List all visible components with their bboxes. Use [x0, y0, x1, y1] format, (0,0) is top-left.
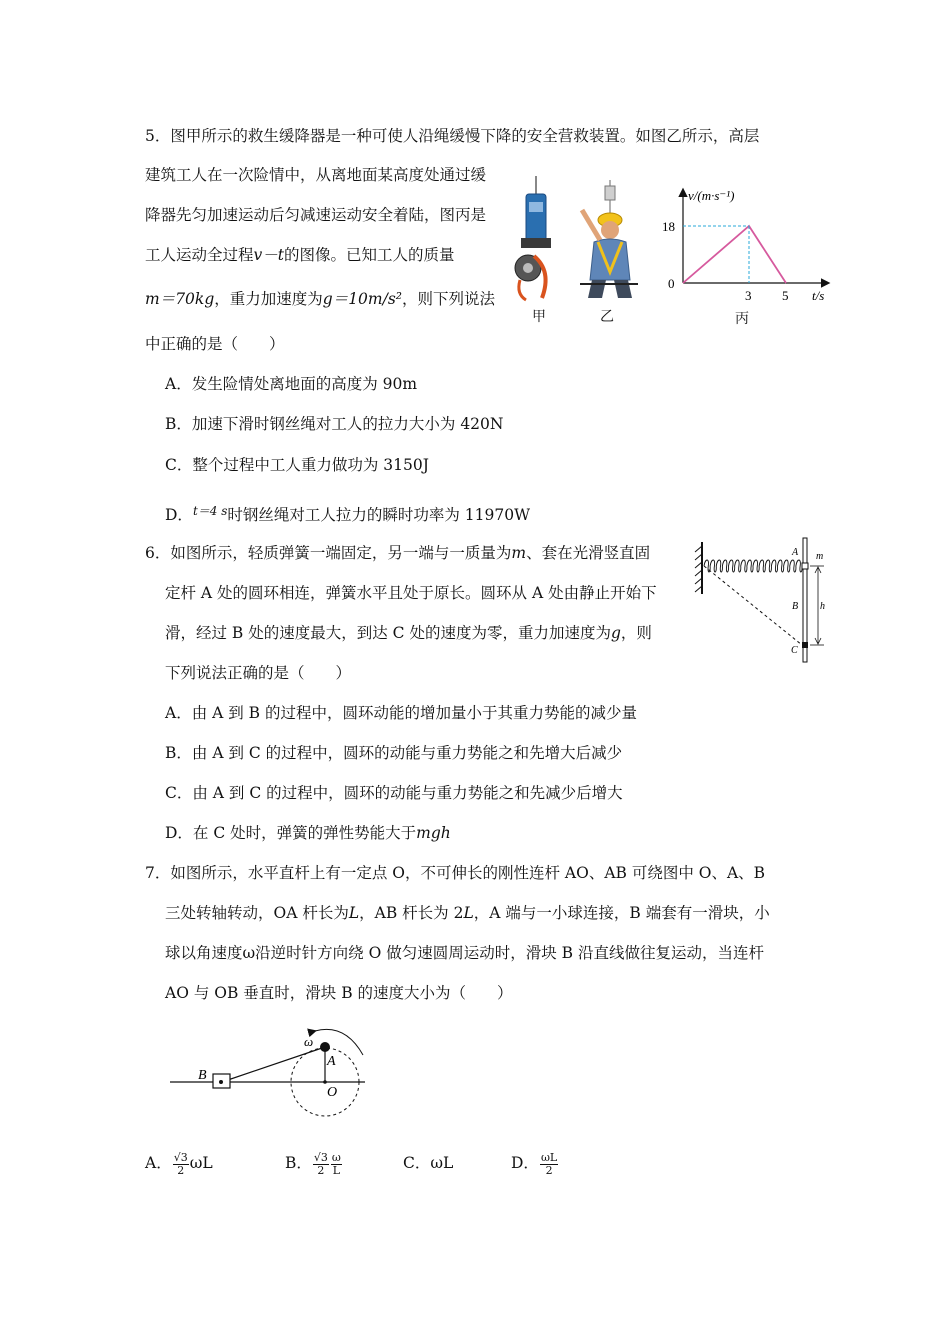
q5-stem-text: ，重力加速度为 [214, 290, 323, 308]
q7-ball-a [320, 1042, 330, 1052]
q5-option-d-time: t＝4 s [192, 504, 228, 518]
q5-option-b[interactable]: B．加速下滑时钢丝绳对工人的拉力大小为 420N [165, 415, 504, 433]
q7-label-a: A [327, 1054, 336, 1069]
q7-option-b-label: B． [285, 1154, 312, 1172]
q7-option-b-fraction-2: $\frac{\omega}{L}$ [331, 1150, 341, 1177]
q5-graph-tick-3: 3 [745, 288, 752, 303]
q5-vt-symbol: v－t [253, 246, 285, 264]
q5-option-a[interactable]: A．发生险情处离地面的高度为 90m [165, 375, 418, 393]
q5-caption-jia: 甲 [532, 309, 546, 325]
q6-stem-text: 滑，经过 B 处的速度最大，到达 C 处的速度为零，重力加速度为 [165, 624, 611, 642]
q6-option-d[interactable] [165, 822, 451, 844]
q7-label-b: B [198, 1068, 207, 1083]
q5-stem-line-1: 5．图甲所示的救生缓降器是一种可使人沿绳缓慢下降的安全营救装置。如图乙所示，高层 [145, 127, 760, 145]
q7-option-a[interactable] [145, 1150, 213, 1177]
q5-stem-line-2: 建筑工人在一次险情中，从离地面某高度处通过缓 [145, 166, 487, 184]
q5-graph-ylabel: v/(m·s⁻¹) [688, 188, 735, 203]
q5-stem-text: ，则下列说法 [402, 290, 496, 308]
q5-option-d[interactable] [165, 500, 530, 526]
q7-pivot-o [323, 1080, 327, 1084]
q5-caption-yi: 乙 [600, 309, 614, 325]
q5-mass: m＝70kg [145, 290, 215, 308]
q5-option-d-label: D． [165, 506, 193, 524]
q7-option-b[interactable] [285, 1150, 343, 1177]
q5-caption-bing: 丙 [735, 311, 749, 327]
q6-label-a: A [792, 547, 799, 558]
q5-graph-tick-18: 18 [662, 219, 675, 234]
q5-graph-xlabel: t/s [812, 288, 825, 303]
q6-option-c[interactable]: C．由 A 到 C 的过程中，圆环的动能与重力势能之和先减少后增大 [165, 784, 623, 802]
q6-label-m: m [816, 551, 824, 562]
q6-stem-text: 6．如图所示，轻质弹簧一端固定，另一端与一质量为 [145, 544, 512, 562]
q5-graph-origin: 0 [668, 276, 675, 291]
q6-g-symbol: g [610, 624, 621, 642]
q5-graph-velocity-line [683, 226, 786, 283]
q7-stem-line-4: AO 与 OB 垂直时，滑块 B 的速度大小为（ ） [165, 984, 513, 1002]
q5-stem-text: 工人运动全过程 [145, 246, 254, 264]
q6-mass-symbol: m [511, 544, 527, 562]
q7-stem-text: ，AB 杆长为 2 [359, 904, 464, 922]
q6-spring-end-dashed [704, 566, 802, 645]
q5-stem-line-5 [145, 288, 495, 310]
q7-option-a-fraction: $\frac{√3}{2}$ [173, 1150, 188, 1177]
q7-option-b-fraction-1: $\frac{√3}{2}$ [313, 1150, 328, 1177]
q7-l-symbol: L [463, 904, 474, 922]
q6-ring-at-a [802, 563, 808, 569]
q5-stem-text: 的图像。已知工人的质量 [284, 246, 455, 264]
q6-spring-coil [704, 560, 802, 572]
q6-label-c: C [791, 645, 798, 656]
q5-stem-line-6: 中正确的是（ ） [145, 335, 285, 353]
q7-option-d-label: D． [511, 1154, 539, 1172]
q7-l-symbol: L [348, 904, 360, 922]
q6-ring-at-c [802, 642, 808, 648]
q6-stem-line-3 [165, 622, 652, 644]
q5-stem-line-3: 降器先匀加速运动后匀减速运动安全着陆，图丙是 [145, 206, 487, 224]
q6-option-b[interactable]: B．由 A 到 C 的过程中，圆环的动能与重力势能之和先增大后减少 [165, 744, 623, 762]
q5-figure-bing-vt-graph [660, 180, 840, 310]
q6-option-a[interactable]: A．由 A 到 B 的过程中，圆环动能的增加量小于其重力势能的减少量 [165, 704, 637, 722]
q6-label-h: h [820, 601, 825, 612]
q7-stem-text: ，A 端与一小球连接，B 端套有一滑块，小 [473, 904, 770, 922]
q6-stem-line-1 [145, 542, 650, 564]
q6-stem-text: ，则 [620, 624, 652, 642]
q6-option-d-mgh: mgh [416, 824, 451, 842]
q5-gravity: g＝10m/s² [322, 290, 402, 308]
q5-stem-line-4 [145, 244, 455, 266]
q7-option-c[interactable]: C．ωL [403, 1154, 454, 1172]
q5-figure-jia-device [512, 176, 560, 304]
q6-option-d-text: D．在 C 处时，弹簧的弹性势能大于 [165, 824, 417, 842]
q6-stem-line-2: 定杆 A 处的圆环相连，弹簧水平且处于原长。圆环从 A 处由静止开始下 [165, 584, 657, 602]
q7-option-d-fraction: $\frac{\omega L}{2}$ [540, 1150, 558, 1177]
q5-figure-yi-worker [572, 180, 642, 304]
q7-rod-ab [222, 1047, 325, 1082]
q5-graph-tick-5: 5 [782, 288, 789, 303]
q7-label-o: O [327, 1085, 338, 1100]
q7-figure-linkage [165, 1025, 380, 1125]
q7-label-omega: ω [304, 1034, 314, 1049]
q7-stem-text: 三处转轴转动，OA 杆长为 [165, 904, 349, 922]
q5-option-c[interactable]: C．整个过程中工人重力做功为 3150J [165, 456, 429, 474]
q7-stem-line-3: 球以角速度ω沿逆时针方向绕 O 做匀速圆周运动时，滑块 B 沿直线做往复运动，当连杆 [165, 944, 764, 962]
q5-option-d-text: 时钢丝绳对工人拉力的瞬时功率为 11970W [227, 506, 531, 524]
q7-stem-line-1: 7．如图所示，水平直杆上有一定点 O，不可伸长的刚性连杆 AO、AB 可绕图中 O、A、B [145, 864, 766, 882]
q6-label-b: B [792, 601, 799, 612]
q7-option-a-label: A． [145, 1154, 172, 1172]
q6-stem-text: 、套在光滑竖直固 [526, 544, 651, 562]
q7-option-a-tail: ωL [189, 1154, 213, 1172]
q6-figure-spring-rod [692, 536, 842, 666]
q6-stem-line-4: 下列说法正确的是（ ） [165, 664, 352, 682]
q7-option-d[interactable] [511, 1150, 559, 1177]
q7-stem-line-2 [165, 902, 770, 924]
